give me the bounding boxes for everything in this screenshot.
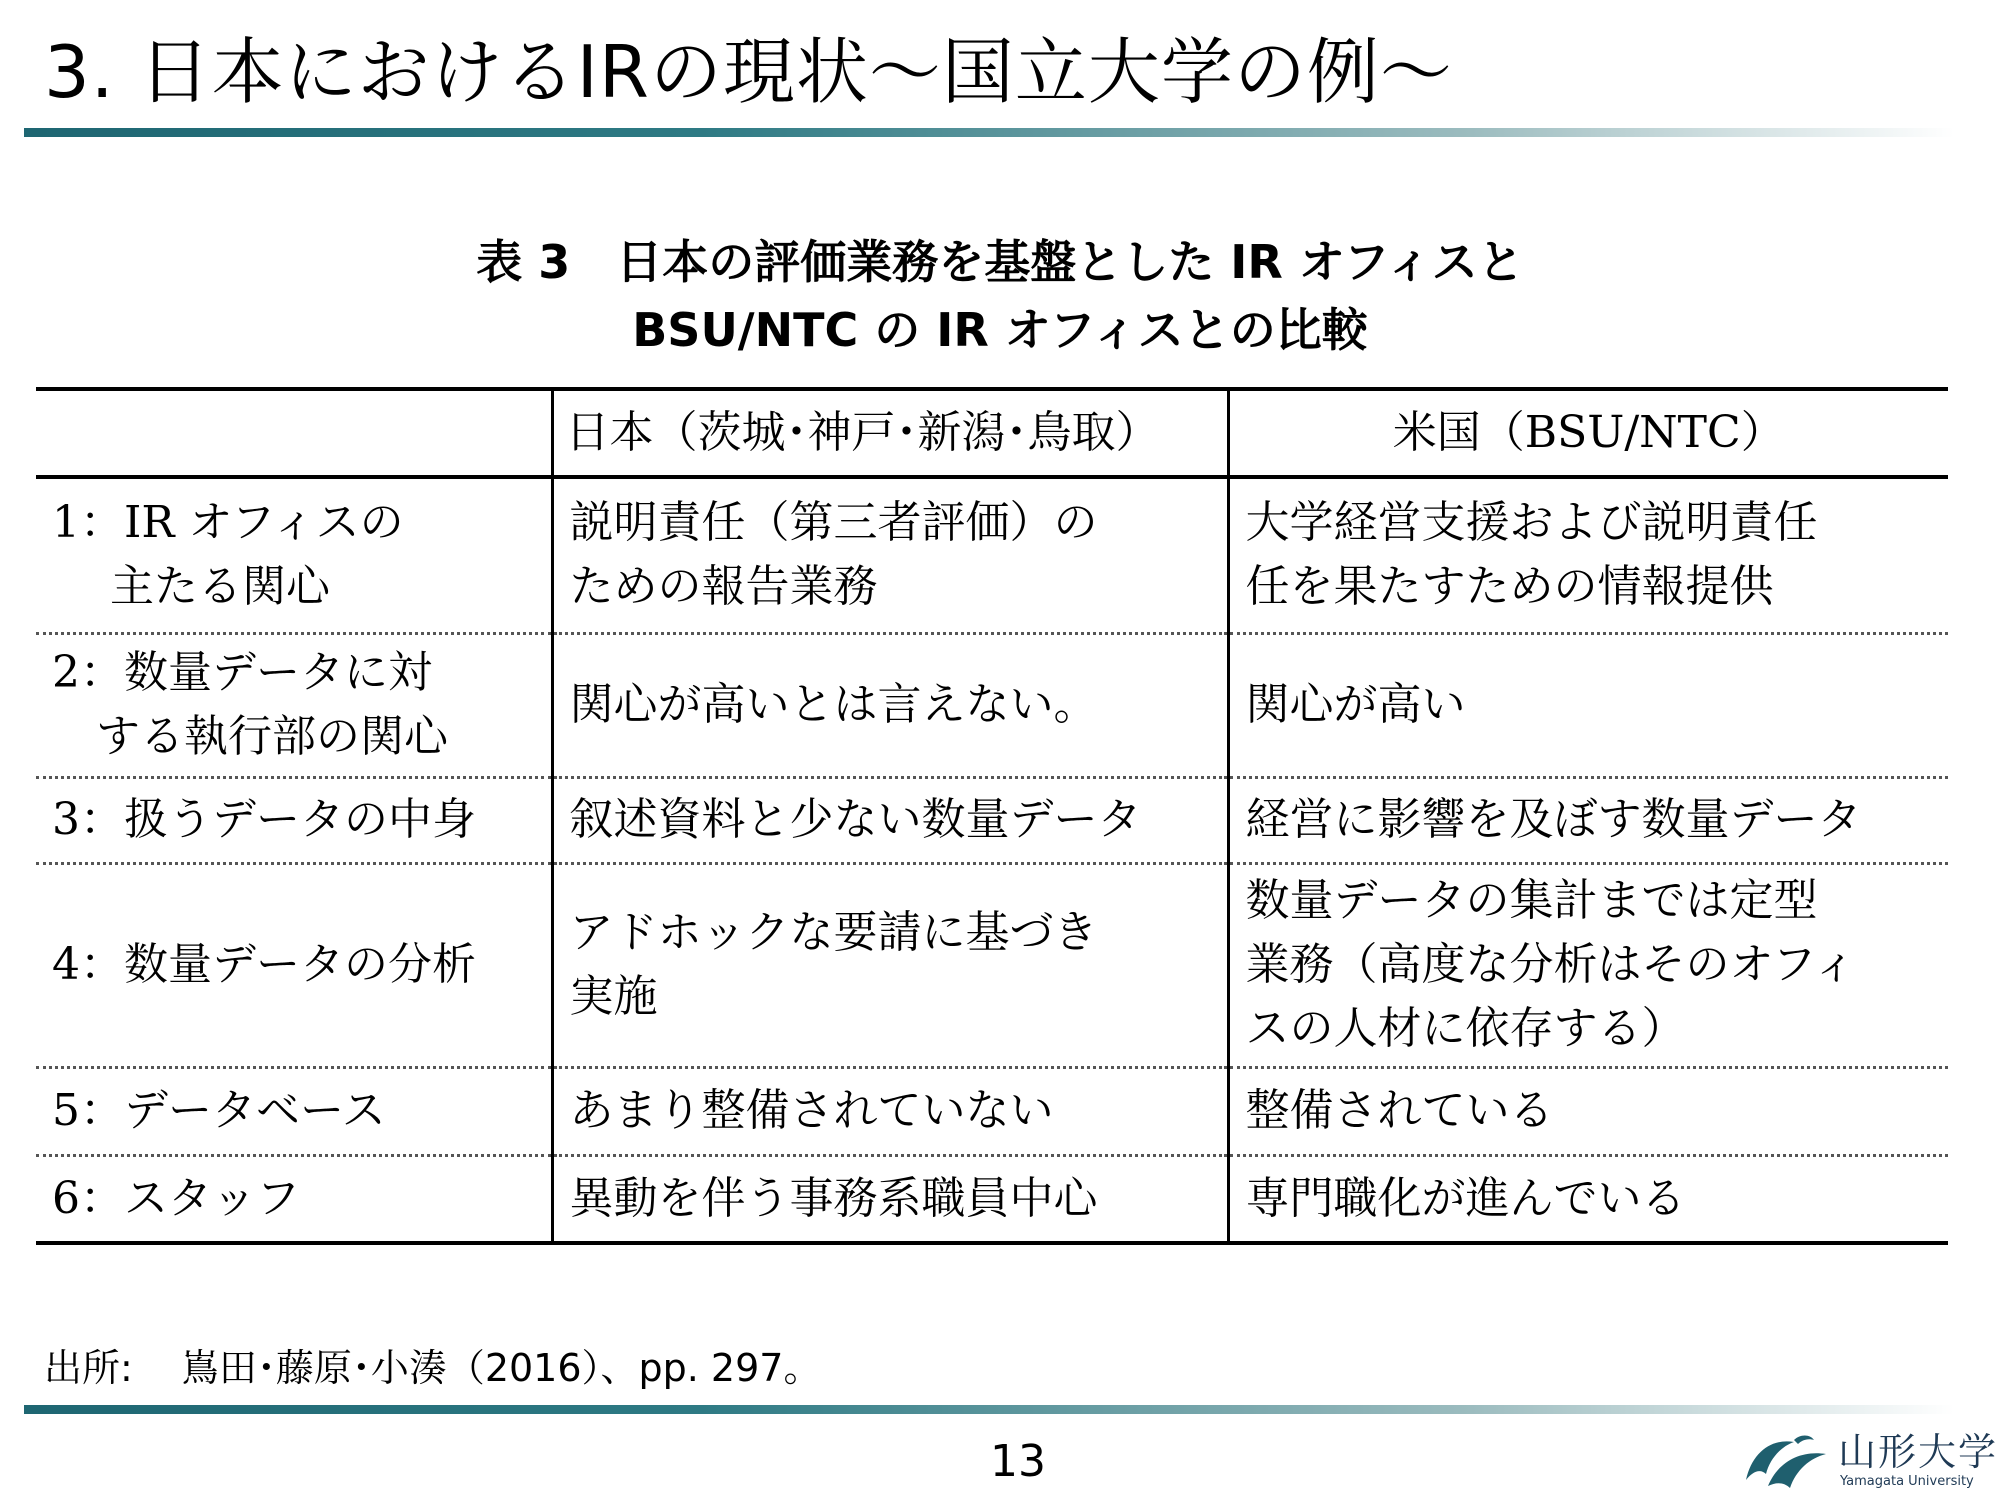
row-japan: 叙述資料と少ない数量データ — [552, 777, 1228, 863]
header-japan: 日本（茨城･神戸･新潟･鳥取） — [552, 389, 1228, 477]
source-text: 嶌田･藤原･小湊（2016）、pp. 297。 — [180, 1346, 822, 1390]
source-citation — [44, 1340, 821, 1396]
row-us: 関心が高い — [1228, 633, 1948, 777]
table-row — [36, 633, 1948, 777]
table-caption-text-1: 日本の評価業務を基盤とした IR オフィスと — [616, 235, 1524, 289]
row-item: 3：扱うデータの中身 — [36, 777, 552, 863]
table-caption-number: 表 3 — [476, 235, 571, 289]
table-header-row — [36, 389, 1948, 477]
logo-name-en: Yamagata University — [1840, 1474, 1974, 1489]
row-us: 整備されている — [1228, 1067, 1948, 1155]
row-item: 5：データベース — [36, 1067, 552, 1155]
row-item: 6：スタッフ — [36, 1155, 552, 1243]
table-row — [36, 777, 1948, 863]
table-row — [36, 477, 1948, 633]
row-japan: 説明責任（第三者評価）の ための報告業務 — [552, 477, 1228, 633]
logo-name-jp: 山形大学 — [1838, 1430, 1999, 1474]
university-logo — [1738, 1428, 1999, 1498]
footer-divider — [24, 1405, 1954, 1414]
table-row — [36, 1155, 1948, 1243]
header-item — [36, 389, 552, 477]
table-caption-line1 — [0, 228, 2000, 296]
title-divider — [24, 128, 1954, 137]
slide-title: 3. 日本におけるIRの現状～国立大学の例～ — [44, 30, 1453, 114]
row-us: 大学経営支援および説明責任 任を果たすための情報提供 — [1228, 477, 1948, 633]
row-item: 1：IR オフィスの 主たる関心 — [36, 477, 552, 633]
logo-mark-icon — [1738, 1428, 1834, 1498]
row-us: 専門職化が進んでいる — [1228, 1155, 1948, 1243]
row-item: 2：数量データに対 する執行部の関心 — [36, 633, 552, 777]
row-us: 経営に影響を及ぼす数量データ — [1228, 777, 1948, 863]
row-japan: あまり整備されていない — [552, 1067, 1228, 1155]
row-japan: 異動を伴う事務系職員中心 — [552, 1155, 1228, 1243]
page-number: 13 — [990, 1436, 1046, 1487]
table-caption-line2: BSU/NTC の IR オフィスとの比較 — [632, 303, 1368, 357]
comparison-table — [36, 387, 1948, 1245]
table-caption — [0, 228, 2000, 364]
row-japan: 関心が高いとは言えない。 — [552, 633, 1228, 777]
table-row — [36, 863, 1948, 1067]
header-us: 米国（BSU/NTC） — [1228, 389, 1948, 477]
table-row — [36, 1067, 1948, 1155]
row-us: 数量データの集計までは定型 業務（高度な分析はそのオフィ スの人材に依存する） — [1228, 863, 1948, 1067]
row-japan: アドホックな要請に基づき 実施 — [552, 863, 1228, 1067]
row-item: 4：数量データの分析 — [36, 863, 552, 1067]
source-label: 出所: — [44, 1346, 133, 1390]
